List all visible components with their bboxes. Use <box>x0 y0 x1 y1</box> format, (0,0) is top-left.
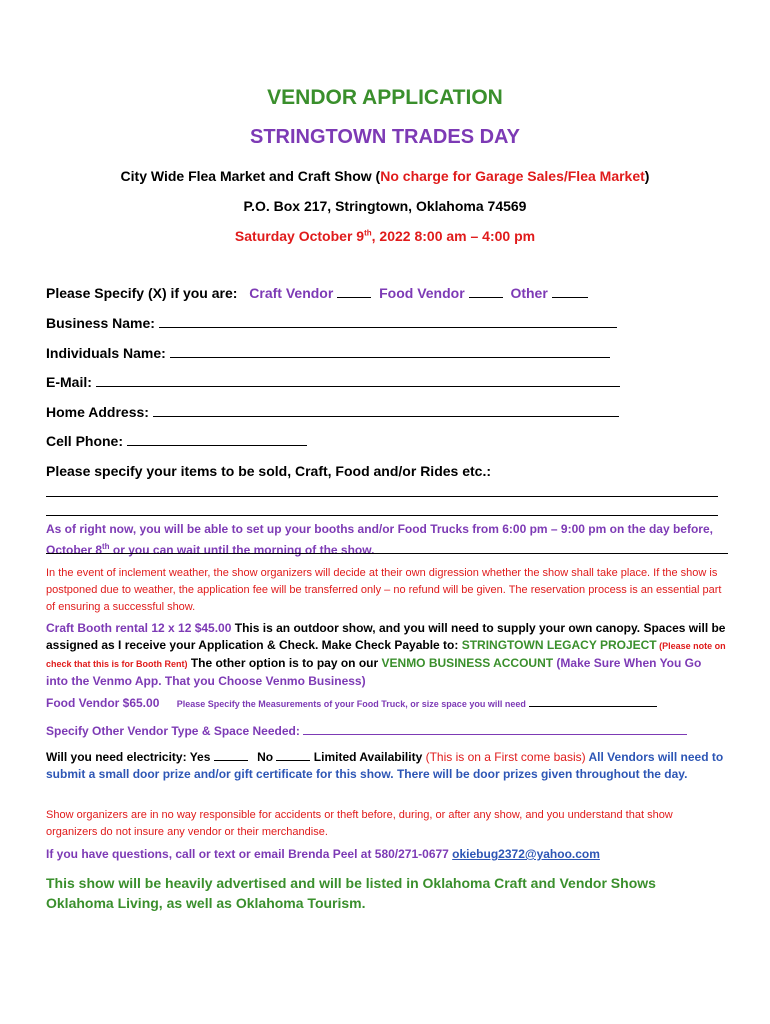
individuals-name-label: Individuals Name: <box>46 345 166 361</box>
date-time: , 2022 8:00 am – 4:00 pm <box>371 228 536 244</box>
individuals-name-row <box>46 345 610 361</box>
other-vendor-type-label: Specify Other Vendor Type & Space Needed: <box>46 724 300 738</box>
electricity-question: Will you need electricity: Yes <box>46 750 211 764</box>
event-date <box>0 228 770 244</box>
check-note: (Please note on check that this is for Booth Rent) <box>46 641 726 669</box>
home-address-label: Home Address: <box>46 404 149 420</box>
vendor-type-row <box>46 285 588 301</box>
date-suffix: th <box>364 228 372 238</box>
subtitle-no-charge: No charge for Garage Sales/Flea Market <box>380 168 645 184</box>
business-name-label: Business Name: <box>46 315 155 331</box>
other-vendor-type-field[interactable] <box>303 722 687 735</box>
other-vendor-label: Other <box>510 285 548 301</box>
page-title: VENDOR APPLICATION <box>267 86 503 109</box>
electricity-yes-field[interactable] <box>214 750 248 761</box>
craft-vendor-label: Craft Vendor <box>249 285 334 301</box>
electricity-no-label: No <box>257 750 274 764</box>
subtitle-close: ) <box>644 168 650 184</box>
items-label: Please specify your items to be sold, Craft, Food and/or Rides etc.: <box>46 463 491 479</box>
liability-disclaimer: Show organizers are in no way responsible for accidents or theft before, during, or after any show, and you understand that show organizers do not insure any vendor or their merchandise. <box>46 809 673 838</box>
date-text: Saturday October 9 <box>234 228 365 244</box>
contact-text: If you have questions, call or text or email Brenda Peel at 580/271-0677 <box>46 847 453 861</box>
other-vendor-field[interactable] <box>552 285 588 298</box>
limited-availability: Limited Availability <box>313 750 423 764</box>
business-name-row <box>46 315 617 331</box>
food-vendor-price: Food Vendor $65.00 <box>46 696 160 710</box>
venmo-note: (Make Sure When You Go into the Venmo App. That you Choose Venmo Business) <box>46 656 702 688</box>
setup-text: As of right now, you will be able to set up your booths and/or Food Trucks from 6:00 pm – 9:00 pm on the day before, October 8 <box>46 522 713 557</box>
event-subtitle <box>0 168 770 184</box>
craft-booth-price: Craft Booth rental 12 x 12 $45.00 <box>46 621 232 635</box>
contact-email-link[interactable]: okiebug2372@yahoo.com <box>452 847 600 861</box>
weather-policy: In the event of inclement weather, the show organizers will decide at their own digression whether the show shall take place. If the show is postponed due to weather, the application fee will be transferred only – no refund will be given. The reservation process is an essential part of ensuring a successful show. <box>46 567 722 613</box>
advertising-note: This show will be heavily advertised and will be listed in Oklahoma Craft and Vendor Shows Oklahoma Living, as well as Oklahoma Tourism. <box>46 875 656 911</box>
subtitle-text: City Wide Flea Market and Craft Show ( <box>120 168 381 184</box>
business-name-field[interactable] <box>159 315 617 328</box>
other-vendor-row <box>46 722 687 738</box>
vendor-type-label: Please Specify (X) if you are: <box>46 285 238 301</box>
home-address-row <box>46 404 619 420</box>
door-prize-note: All Vendors will need to submit a small door prize and/or gift certificate for this show. There will be door prizes given throughout the day. <box>46 750 724 781</box>
cell-phone-field[interactable] <box>127 433 307 446</box>
craft-vendor-field[interactable] <box>337 285 371 298</box>
items-field-line-2[interactable] <box>46 515 718 516</box>
email-label: E-Mail: <box>46 374 92 390</box>
mailing-address: P.O. Box 217, Stringtown, Oklahoma 74569 <box>243 198 527 214</box>
divider <box>46 553 728 554</box>
setup-suffix: th <box>102 542 110 551</box>
check-payee: STRINGTOWN LEGACY PROJECT <box>461 638 657 652</box>
cell-phone-row <box>46 433 307 449</box>
venmo-account: VENMO BUSINESS ACCOUNT <box>381 656 554 670</box>
food-vendor-label: Food Vendor <box>379 285 465 301</box>
contact-info <box>46 847 600 861</box>
electricity-info <box>46 749 726 783</box>
email-field[interactable] <box>96 374 620 387</box>
home-address-field[interactable] <box>153 404 619 417</box>
craft-booth-text: This is an outdoor show, and you will need to supply your own canopy. Spaces will be assigned as I receive your Application & Check. Make Check Payable to: <box>46 621 726 652</box>
event-title: STRINGTOWN TRADES DAY <box>249 126 521 148</box>
food-truck-note: Please Specify the Measurements of your Food Truck, or size space you will need <box>176 699 526 709</box>
email-row <box>46 374 620 390</box>
food-vendor-field[interactable] <box>469 285 503 298</box>
individuals-name-field[interactable] <box>170 345 610 358</box>
setup-text-end: or you can wait until the morning of the show. <box>109 543 375 557</box>
food-truck-size-field[interactable] <box>529 697 657 707</box>
electricity-no-field[interactable] <box>276 750 310 761</box>
venmo-text: The other option is to pay on our <box>187 656 382 670</box>
items-field-line-1[interactable] <box>46 496 718 497</box>
craft-booth-info <box>46 620 726 690</box>
food-vendor-row <box>46 696 657 710</box>
cell-phone-label: Cell Phone: <box>46 433 124 449</box>
first-come-note: (This is on a First come basis) <box>422 750 586 764</box>
